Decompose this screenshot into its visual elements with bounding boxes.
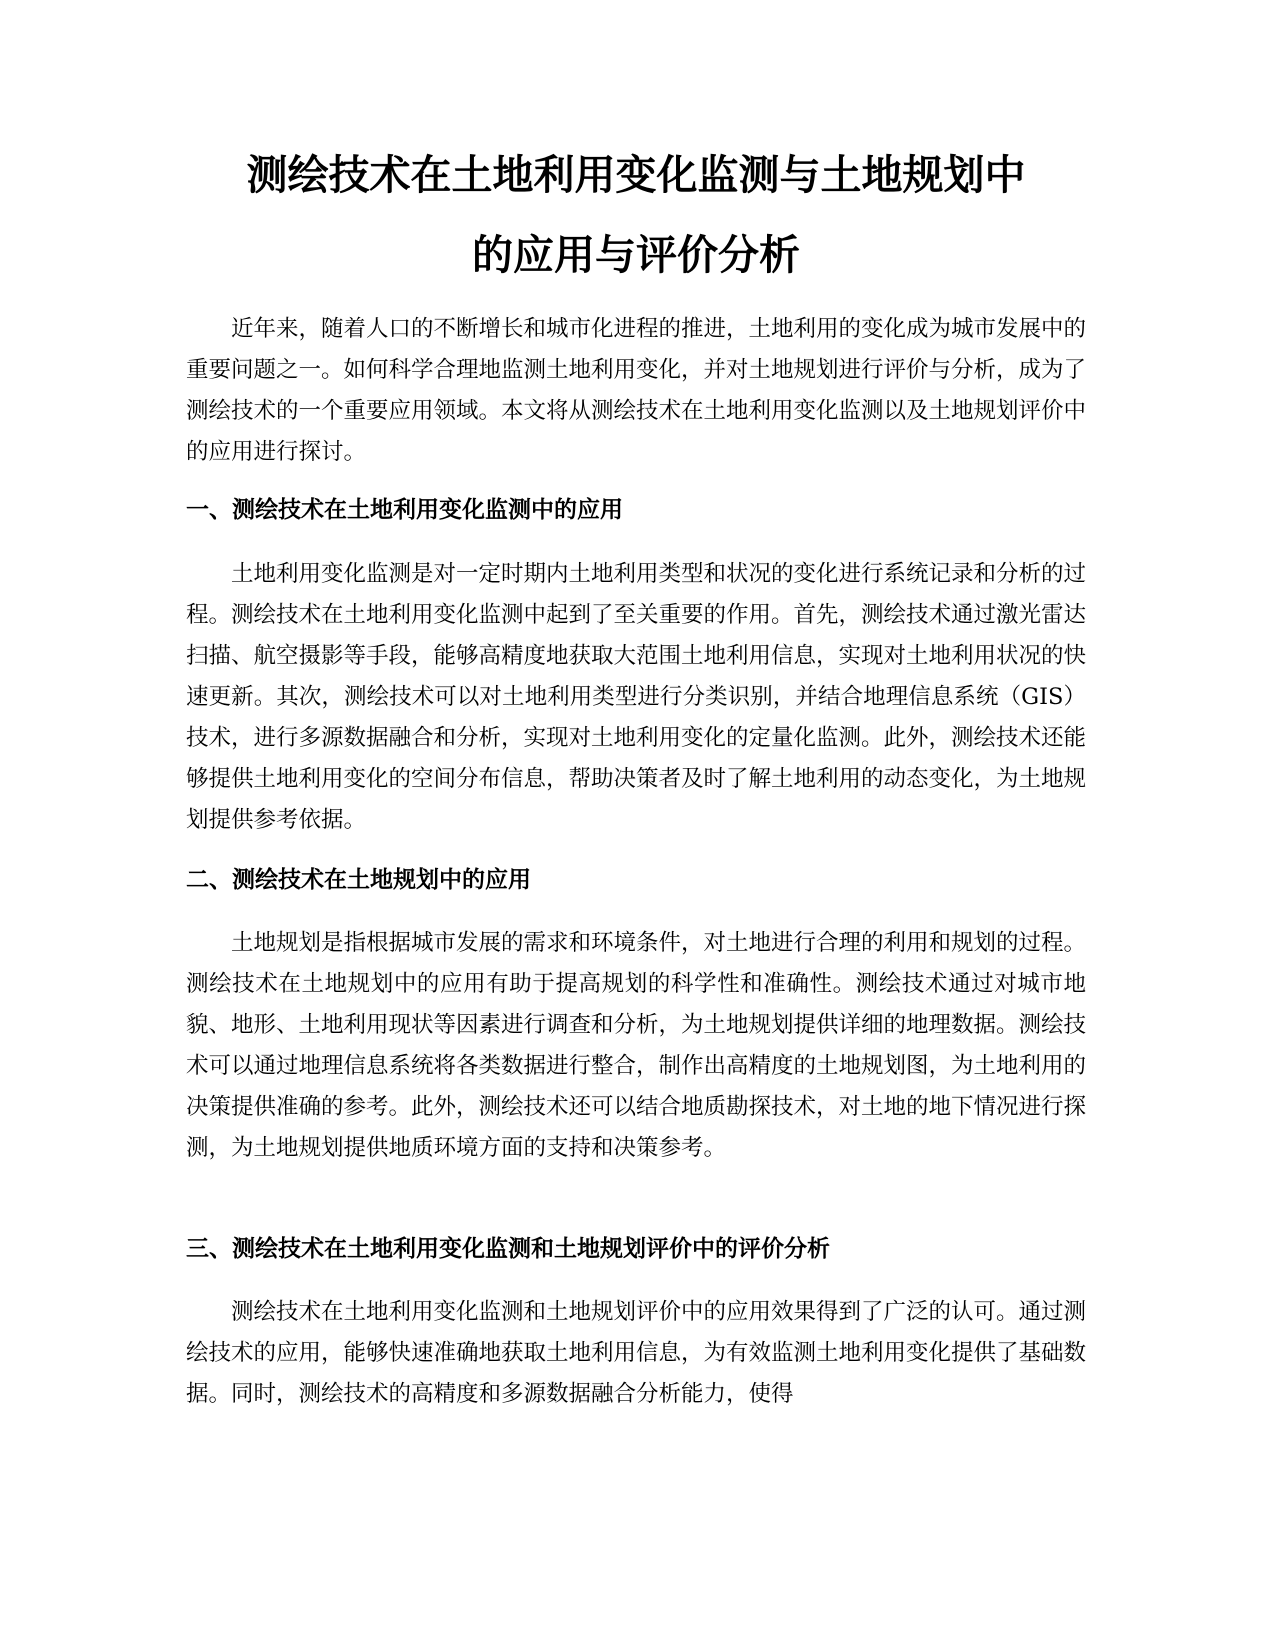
document-title-line-2: 的应用与评价分析 [472,231,800,279]
section-1-heading: 一、测绘技术在土地利用变化监测中的应用 [186,497,623,523]
section-1-paragraph: 土地利用变化监测是对一定时期内土地利用类型和状况的变化进行系统记录和分析的过程。测绘技术在土地利用变化监测中起到了至关重要的作用。首先，测绘技术通过激光雷达扫描、航空摄影等手段，能够高精度地获取大范围土地利用信息，实现对土地利用状况的快速更新。其次，测绘技术可以对土地利用类型进行分类识别，并结合地理信息系统（GIS）技术，进行多源数据融合和分析，实现对土地利用变化的定量化监测。此外，测绘技术还能够提供土地利用变化的空间分布信息，帮助决策者及时了解土地利用的动态变化，为土地规划提供参考依据。 [186,561,1087,833]
document-title-line-1: 测绘技术在土地利用变化监测与土地规划中 [246,151,1026,199]
section-2-paragraph: 土地规划是指根据城市发展的需求和环境条件，对土地进行合理的利用和规划的过程。测绘技术在土地规划中的应用有助于提高规划的科学性和准确性。测绘技术通过对城市地貌、地形、土地利用现状等因素进行调查和分析，为土地规划提供详细的地理数据。测绘技术可以通过地理信息系统将各类数据进行整合，制作出高精度的土地规划图，为土地利用的决策提供准确的参考。此外，测绘技术还可以结合地质勘探技术，对土地的地下情况进行探测，为土地规划提供地质环境方面的支持和决策参考。 [186,930,1087,1161]
intro-paragraph: 近年来，随着人口的不断增长和城市化进程的推进，土地利用的变化成为城市发展中的重要问题之一。如何科学合理地监测土地利用变化，并对土地规划进行评价与分析，成为了测绘技术的一个重要应用领域。本文将从测绘技术在土地利用变化监测以及土地规划评价中的应用进行探讨。 [186,316,1087,465]
section-2-heading: 二、测绘技术在土地规划中的应用 [186,867,531,893]
section-3-paragraph: 测绘技术在土地利用变化监测和土地规划评价中的应用效果得到了广泛的认可。通过测绘技术的应用，能够快速准确地获取土地利用信息，为有效监测土地利用变化提供了基础数据。同时，测绘技术的高精度和多源数据融合分析能力，使得 [186,1299,1087,1407]
section-3-heading: 三、测绘技术在土地利用变化监测和土地规划评价中的评价分析 [186,1236,830,1262]
document-page [186,0,1086,1650]
